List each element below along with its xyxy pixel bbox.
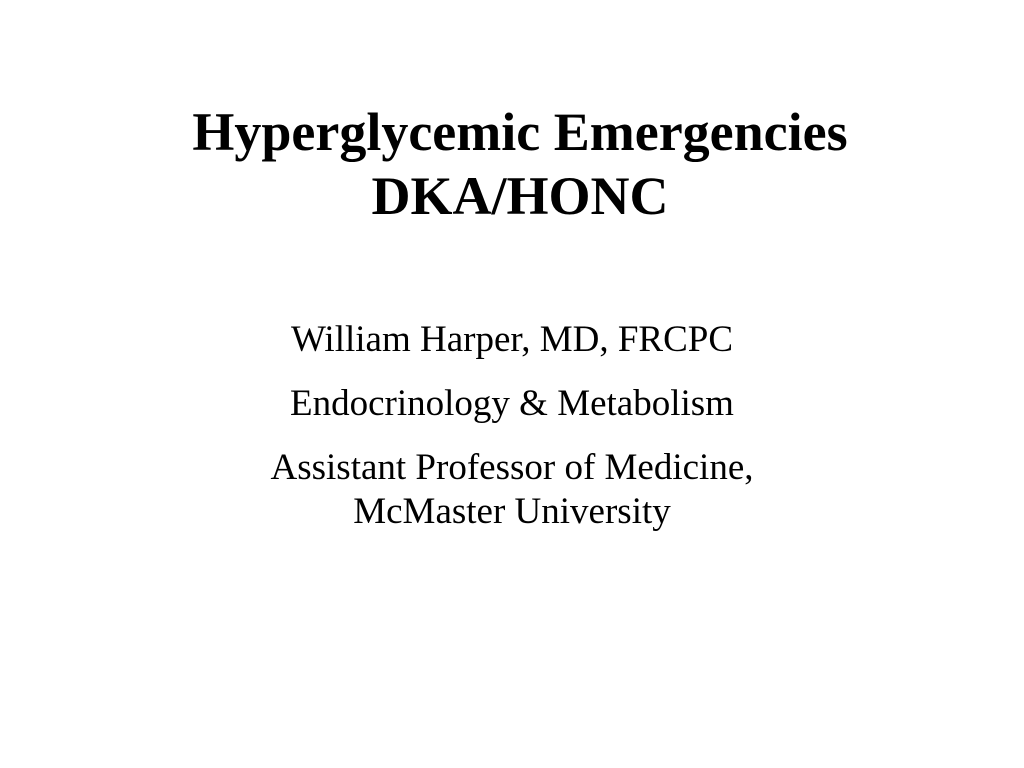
title-line-2: DKA/HONC: [371, 166, 669, 226]
slide-subtitle: [0, 318, 1024, 534]
position-line-1: Assistant Professor of Medicine,: [270, 447, 754, 488]
title-line-1: Hyperglycemic Emergencies: [192, 102, 848, 162]
position-line-2: McMaster University: [353, 491, 671, 532]
slide-title: [0, 100, 1024, 228]
author-name: William Harper, MD, FRCPC: [290, 319, 734, 360]
department: Endocrinology & Metabolism: [290, 383, 734, 424]
